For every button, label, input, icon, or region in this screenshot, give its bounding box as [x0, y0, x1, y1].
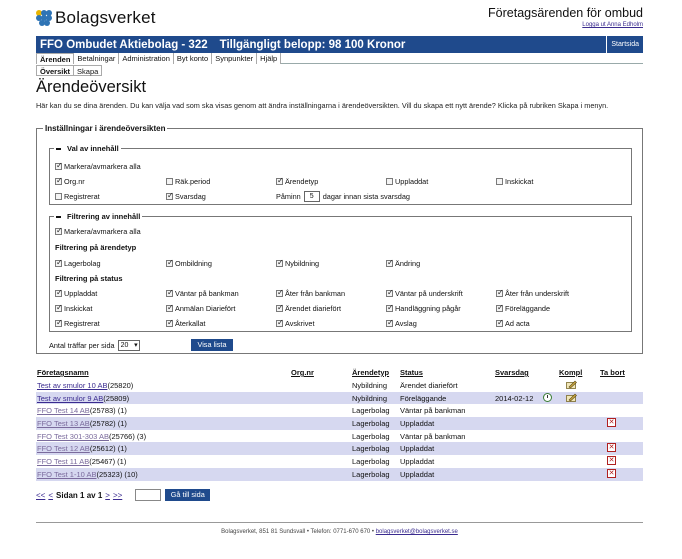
type-andring[interactable]: ✓ Ändring: [386, 259, 420, 268]
status-inskickat[interactable]: ✓ Inskickat: [55, 304, 92, 313]
type-cell: Nybildning: [352, 381, 388, 390]
status-ater-bankman[interactable]: ✓ Åter från bankman: [276, 289, 345, 298]
delete-icon[interactable]: ✕: [608, 419, 615, 427]
balance-text: Tillgängligt belopp: 98 100 Kronor: [219, 38, 406, 51]
status-cell: Uppladdat: [400, 457, 435, 467]
first-page-link[interactable]: <<: [36, 490, 46, 500]
checkbox[interactable]: [386, 260, 393, 267]
company-cell: [37, 470, 138, 479]
type-nybildning[interactable]: ✓ Nybildning: [276, 259, 319, 268]
status-cell: Uppladdat: [400, 444, 435, 454]
table-row: [36, 442, 643, 455]
content-orgnr[interactable]: ✓ Org.nr: [55, 177, 85, 186]
collapse-icon: [56, 216, 61, 218]
subtab-skapa[interactable]: Skapa: [73, 65, 102, 76]
header: [36, 6, 643, 34]
case-id: (25809): [103, 393, 130, 403]
site-title: Företagsärenden för ombud: [488, 6, 643, 20]
case-id: (25467) (1): [89, 457, 127, 467]
table-row: [36, 417, 643, 430]
col-company[interactable]: Företagsnamn: [37, 368, 89, 377]
company-link[interactable]: FFO Test 11 AB: [37, 457, 90, 467]
clock-icon: [543, 393, 552, 402]
checkbox[interactable]: [166, 178, 173, 185]
checkbox[interactable]: [55, 178, 62, 185]
type-cell: Lagerbolag: [352, 444, 390, 454]
startsida-link[interactable]: Startsida: [606, 36, 643, 53]
checkbox[interactable]: [496, 178, 503, 185]
checkbox[interactable]: [55, 290, 62, 297]
type-cell: Lagerbolag: [352, 431, 390, 441]
pagination: [36, 489, 210, 501]
status-cell: Ärendet diariefört: [400, 381, 458, 390]
edit-icon[interactable]: [566, 393, 577, 402]
checkbox[interactable]: [496, 290, 503, 297]
checkbox[interactable]: [55, 163, 62, 170]
status-ater-underskrift[interactable]: ✓ Åter från underskrift: [496, 289, 569, 298]
company-link[interactable]: Test av smulor 9 AB: [37, 393, 104, 403]
type-heading: Filtrering på ärendetyp: [55, 243, 137, 252]
table-row: [36, 468, 643, 481]
filter-box: [49, 212, 632, 332]
company-cell: [37, 457, 126, 466]
settings-legend: Inställningar i ärendeöversikten: [45, 124, 166, 133]
type-lagerbolag[interactable]: ✓ Lagerbolag: [55, 259, 101, 268]
content-select-all[interactable]: ✓ Markera/avmarkera alla: [55, 162, 141, 171]
page-title: Ärendeöversikt: [36, 78, 147, 96]
main-tabs: [36, 53, 643, 64]
checkbox[interactable]: [276, 178, 283, 185]
company-cell: [37, 432, 146, 441]
per-page-row: [49, 340, 140, 351]
table-row: [36, 379, 643, 392]
logout-link[interactable]: Logga ut Anna Edholm: [582, 22, 643, 28]
sub-tabs: [36, 65, 101, 76]
type-cell: Lagerbolag: [352, 457, 390, 467]
company-link[interactable]: FFO Test 1-10 AB: [37, 469, 97, 479]
last-page-link[interactable]: >>: [112, 490, 123, 500]
status-heading: Filtrering på status: [55, 274, 123, 283]
table-row: [36, 455, 643, 468]
content-inskickat[interactable]: Inskickat: [496, 177, 533, 186]
footer-text: Bolagsverket, 851 81 Sundsvall • Telefon: 0771-670 670 •: [221, 529, 375, 535]
tab-arenden[interactable]: Ärenden: [36, 53, 74, 64]
per-page-select[interactable]: 20 ▾: [118, 340, 140, 351]
checkbox[interactable]: [386, 320, 393, 327]
filter-legend[interactable]: Filtrering av innehåll: [54, 212, 142, 221]
logo-icon: [36, 10, 52, 26]
status-forelaggande[interactable]: ✓ Föreläggande: [496, 304, 550, 313]
type-cell: Lagerbolag: [352, 406, 390, 416]
page-number-input[interactable]: [135, 489, 161, 501]
checkbox[interactable]: [166, 290, 173, 297]
company-cell: [37, 381, 133, 390]
type-cell: Lagerbolag: [352, 469, 390, 479]
status-handlaggning[interactable]: ✓ Handläggning pågår: [386, 304, 461, 313]
checkbox[interactable]: [166, 305, 173, 312]
case-id: (25766) (3): [108, 431, 147, 441]
tab-byt-konto[interactable]: Byt konto: [174, 53, 212, 64]
status-cell: Föreläggande: [400, 393, 447, 403]
company-link[interactable]: FFO Test 301-303 AB: [37, 431, 109, 441]
case-id: (25612) (1): [89, 444, 127, 454]
page-indicator: Sidan 1 av 1: [56, 490, 103, 500]
status-cell: Väntar på bankman: [400, 406, 466, 416]
status-arendet-diariefort[interactable]: ✓ Ärendet diariefört: [276, 304, 341, 313]
col-compl[interactable]: Kompl: [559, 368, 583, 377]
status-avslag[interactable]: ✓ Avslag: [386, 319, 417, 328]
checkbox[interactable]: [276, 290, 283, 297]
next-page-link[interactable]: >: [105, 490, 110, 500]
prev-page-link[interactable]: <: [48, 490, 54, 500]
checkbox[interactable]: [55, 260, 62, 267]
checkbox[interactable]: [276, 260, 283, 267]
checkbox[interactable]: [276, 320, 283, 327]
checkbox[interactable]: [55, 193, 62, 200]
content-legend[interactable]: Val av innehåll: [54, 144, 121, 153]
checkbox[interactable]: [166, 193, 173, 200]
reminder-row: Påminn 5 dagar innan sista svarsdag: [276, 192, 410, 201]
show-list-button[interactable]: Visa lista: [191, 339, 233, 351]
reminder-days-input[interactable]: 5: [304, 191, 320, 202]
tab-synpunkter[interactable]: Synpunkter: [212, 53, 257, 64]
collapse-icon: [56, 148, 61, 150]
company-link[interactable]: FFO Test 14 AB: [37, 406, 90, 416]
content-uppladdat[interactable]: Uppladdat: [386, 177, 428, 186]
footer: [36, 522, 643, 535]
tab-hjalp[interactable]: Hjälp: [257, 53, 281, 64]
account-bar: [36, 36, 643, 53]
col-status[interactable]: Status: [400, 368, 423, 377]
tab-betalningar[interactable]: Betalningar: [74, 53, 119, 64]
subtab-oversikt[interactable]: Översikt: [36, 65, 74, 76]
company-link[interactable]: FFO Test 13 AB: [37, 419, 90, 429]
content-box: [49, 144, 632, 205]
filter-select-all[interactable]: ✓ Markera/avmarkera alla: [55, 227, 141, 236]
company-cell: [37, 394, 129, 403]
table-row: [36, 392, 643, 405]
company-cell: [37, 406, 127, 415]
col-orgnr[interactable]: Org.nr: [291, 368, 314, 377]
checkbox[interactable]: [55, 305, 62, 312]
checkbox[interactable]: [166, 260, 173, 267]
table-row: [36, 404, 643, 417]
table-header: [36, 368, 643, 379]
company-cell: [37, 419, 127, 428]
status-registrerat[interactable]: ✓ Registrerat: [55, 319, 100, 328]
go-to-page-button[interactable]: Gå till sida: [165, 489, 210, 501]
checkbox[interactable]: [386, 290, 393, 297]
col-due[interactable]: Svarsdag: [495, 368, 529, 377]
company-link[interactable]: Test av smulor 10 AB: [37, 381, 108, 390]
type-cell: Lagerbolag: [352, 419, 390, 429]
case-id: (25782) (1): [89, 419, 127, 429]
checkbox[interactable]: [166, 320, 173, 327]
per-page-label: Antal träffar per sida: [49, 341, 115, 350]
footer-email-link[interactable]: bolagsverket@bolagsverket.se: [375, 529, 458, 535]
col-delete[interactable]: Ta bort: [600, 368, 625, 377]
checkbox[interactable]: [386, 305, 393, 312]
status-avskrivet[interactable]: ✓ Avskrivet: [276, 319, 314, 328]
status-aterkallat[interactable]: ✓ Återkallat: [166, 319, 205, 328]
content-arendetyp[interactable]: ✓ Ärendetyp: [276, 177, 318, 186]
delete-icon[interactable]: ✕: [608, 469, 615, 477]
company-name: FFO Ombudet Aktiebolag - 322: [40, 38, 208, 51]
type-cell: Nybildning: [352, 393, 388, 403]
content-registrerat[interactable]: Registrerat: [55, 192, 100, 201]
checkbox[interactable]: [55, 228, 62, 235]
case-id: (25820): [107, 381, 134, 390]
table-row: [36, 430, 643, 443]
content-svarsdag[interactable]: ✓ Svarsdag: [166, 192, 206, 201]
logo[interactable]: [36, 8, 156, 28]
case-table: [36, 368, 643, 481]
logo-text: Bolagsverket: [55, 8, 156, 27]
status-cell: Väntar på bankman: [400, 431, 466, 441]
checkbox[interactable]: [276, 305, 283, 312]
tab-administration[interactable]: Administration: [119, 53, 174, 64]
status-cell: Uppladdat: [400, 469, 435, 479]
status-ad-acta[interactable]: ✓ Ad acta: [496, 319, 530, 328]
status-cell: Uppladdat: [400, 419, 435, 429]
status-uppladdat[interactable]: ✓ Uppladdat: [55, 289, 97, 298]
checkbox[interactable]: [496, 320, 503, 327]
checkbox[interactable]: [386, 178, 393, 185]
case-id: (25323) (10): [96, 469, 138, 479]
delete-icon[interactable]: ✕: [608, 444, 615, 452]
edit-icon[interactable]: [566, 380, 577, 389]
company-cell: [37, 444, 127, 453]
checkbox[interactable]: [496, 305, 503, 312]
delete-icon[interactable]: ✕: [608, 457, 615, 465]
company-link[interactable]: FFO Test 12 AB: [37, 444, 90, 454]
case-id: (25783) (1): [89, 406, 127, 416]
status-vantar-underskrift[interactable]: ✓ Väntar på underskrift: [386, 289, 463, 298]
status-vantar-bankman[interactable]: ✓ Väntar på bankman: [166, 289, 239, 298]
type-ombildning[interactable]: ✓ Ombildning: [166, 259, 212, 268]
status-anmalan-diariefort[interactable]: ✓ Anmälan Diariefört: [166, 304, 235, 313]
content-rakperiod[interactable]: Räk.period: [166, 177, 210, 186]
due-cell: 2014-02-12: [495, 393, 534, 403]
settings-fieldset: [36, 124, 643, 354]
col-type[interactable]: Ärendetyp: [352, 368, 390, 377]
intro-text: Här kan du se dina ärenden. Du kan välja vad som ska visas genom att ändra inställningarna i ärendeöversikten. Vill du skapa ett nytt ärende? Klicka på rubriken Skapa i menyn.: [36, 101, 609, 110]
checkbox[interactable]: [55, 320, 62, 327]
